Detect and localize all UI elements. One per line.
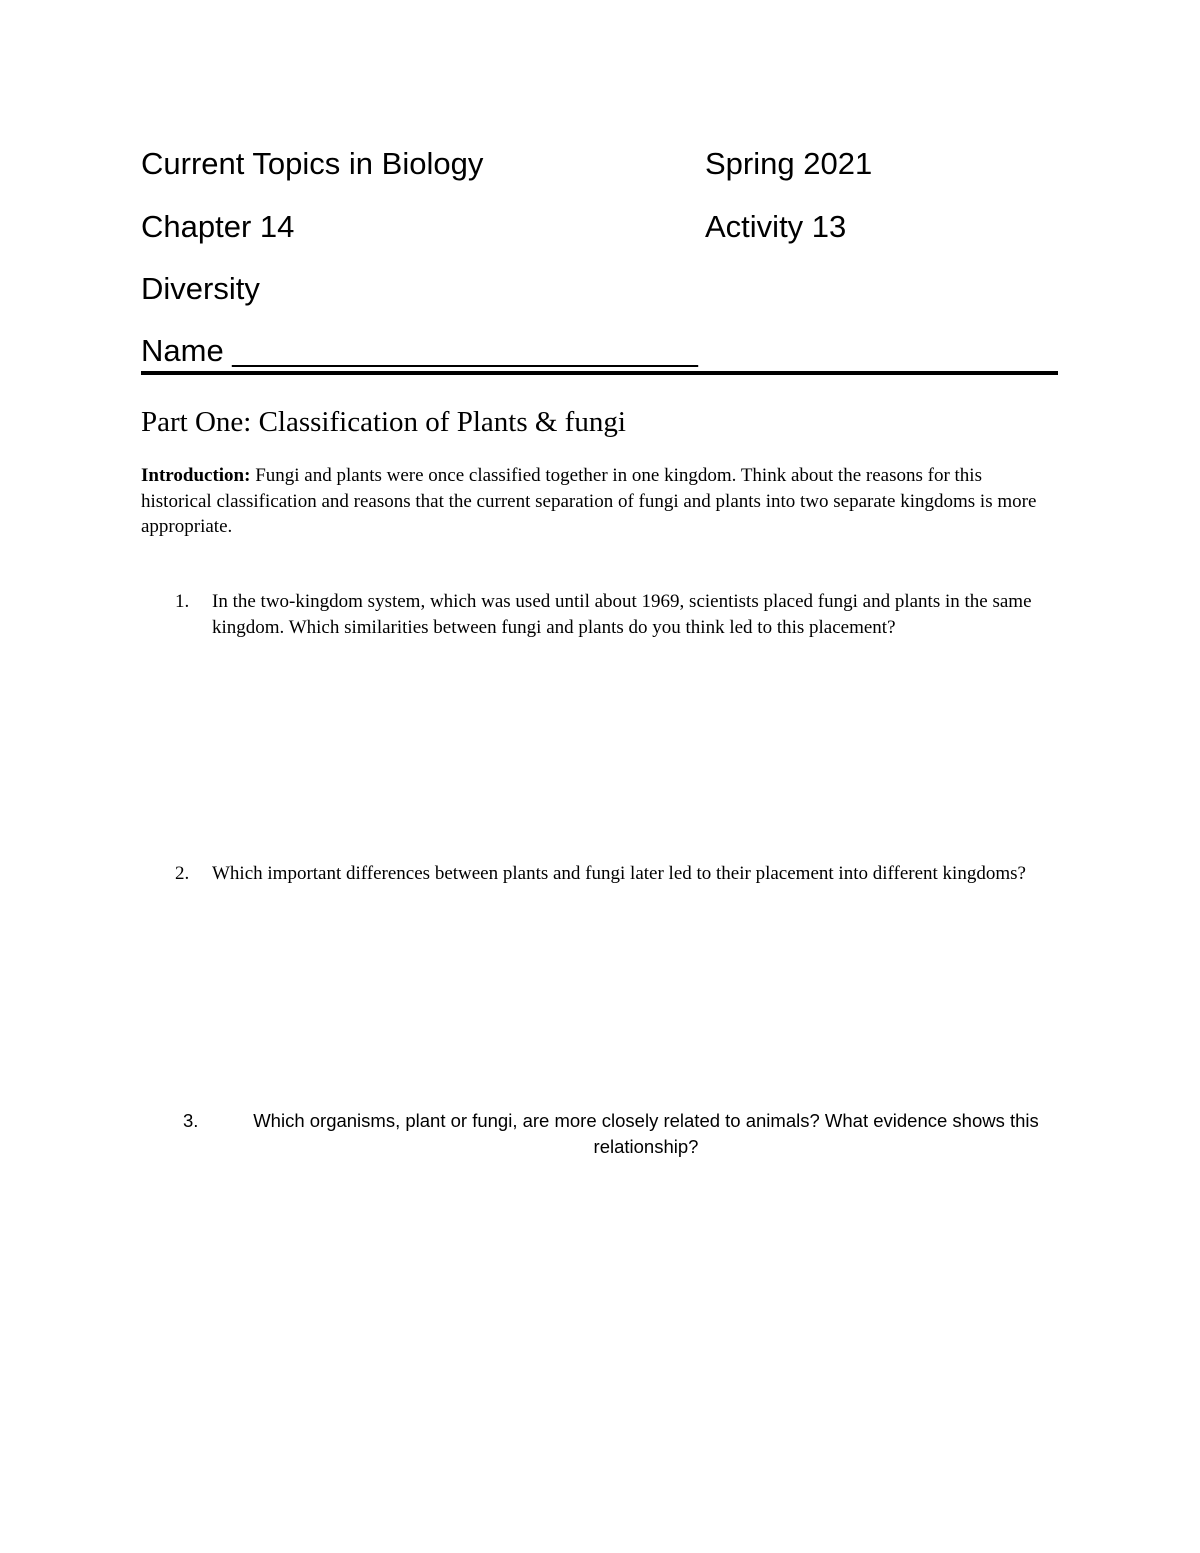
activity-label: Activity 13 [705,209,847,244]
question-text: Which organisms, plant or fungi, are more closely related to animals? What evidence shows this relationship? [253,1110,1039,1157]
question-number: 2. [175,863,190,884]
introduction-paragraph [141,463,1041,540]
question-text: Which important differences between plants and fungi later led to their placement into different kingdoms? [212,863,1026,884]
term-label: Spring 2021 [705,146,873,181]
introduction-label: Introduction: [141,465,251,486]
part-title: Part One: Classification of Plants & fungi [141,406,626,438]
chapter-label: Chapter 14 [141,209,295,244]
topic-label: Diversity [141,271,260,306]
introduction-text: Fungi and plants were once classified together in one kingdom. Think about the reasons for this historical classification and reasons that the current separation of fungi and plants into two separate kingdoms is more appropriate. [141,465,1037,537]
question-text: In the two-kingdom system, which was used until about 1969, scientists placed fungi and plants in the same kingdom. Which similarities between fungi and plants do you think led to this placement? [212,591,1032,638]
name-field-label: Name ___________________________ [141,333,698,368]
question-number: 3. [183,1110,199,1131]
question-number: 1. [175,591,190,612]
header-divider [141,371,1058,375]
course-title: Current Topics in Biology [141,146,484,181]
